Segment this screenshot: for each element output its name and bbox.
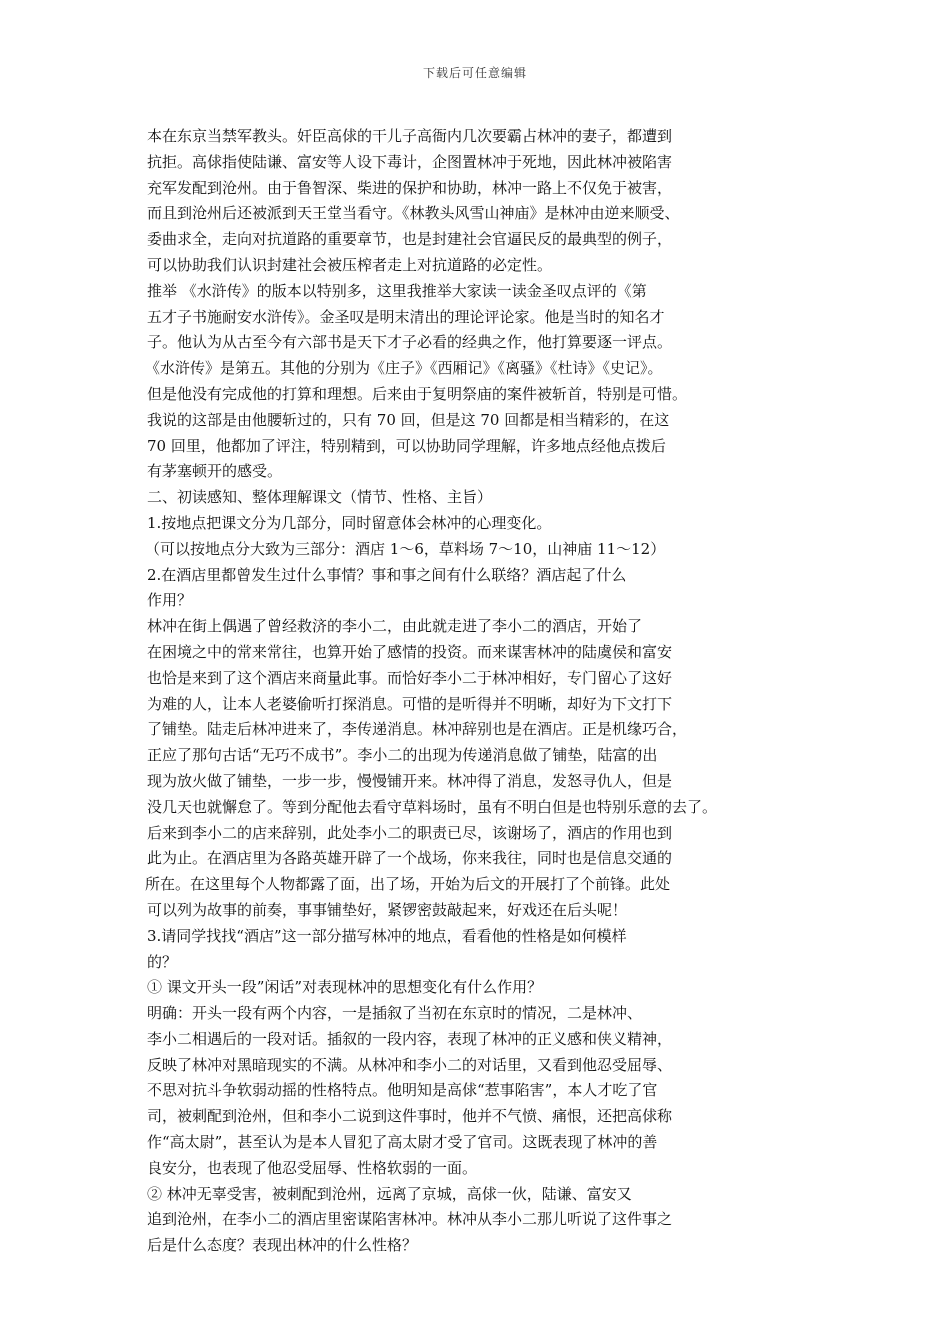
text-line: 《水浒传》是第五。其他的分别为《庄子》《西厢记》《离骚》《杜诗》《史记》。 — [145, 359, 663, 378]
text-line: 林冲在街上偶遇了曾经救济的李小二，由此就走进了李小二的酒店，开始了 — [147, 617, 643, 636]
question-line: ① 课文开头一段”闲话”对表现林冲的思想变化有什么作用？ — [147, 978, 543, 997]
text-line: （可以按地点分大致为三部分：酒店 1～6，草料场 7～10，山神庙 11～12） — [145, 539, 666, 558]
question-line: 3.请同学找找“酒店”这一部分描写林冲的地点，看看他的性格是如何模样 — [147, 926, 627, 945]
text-line: 反映了林冲对黑暗现实的不满。从林冲和李小二的对话里，又看到他忍受屈辱、 — [147, 1055, 673, 1074]
text-line: 有茅塞顿开的感受。 — [147, 462, 283, 481]
question-line: ② 林冲无辜受害，被刺配到沧州，远离了京城，高俅一伙，陆谦、富安又 — [147, 1184, 632, 1203]
text-line: 追到沧州，在李小二的酒店里密谋陷害林冲。林冲从李小二那儿听说了这件事之 — [147, 1210, 673, 1229]
question-line: 1.按地点把课文分为几部分，同时留意体会林冲的心理变化。 — [147, 513, 552, 532]
text-line: 为难的人，让本人老婆偷听打探消息。可惜的是听得并不明晰，却好为下文打下 — [147, 694, 673, 713]
text-line: 充军发配到沧州。由于鲁智深、柴进的保护和协助，林冲一路上不仅免于被害， — [147, 178, 673, 197]
text-line: 所在。在这里每个人物都露了面，出了场，开始为后文的开展打了个前锋。此处 — [145, 875, 671, 894]
text-line: 作“高太尉”，甚至认为是本人冒犯了高太尉才受了官司。这既表现了林冲的善 — [147, 1133, 658, 1152]
text-line: 但是他没有完成他的打算和理想。后来由于复明祭庙的案件被斩首，特别是可惜。 — [147, 384, 688, 403]
text-line: 不思对抗斗争软弱动摇的性格特点。他明知是高俅“惹事陷害”，本人才吃了官 — [147, 1081, 658, 1100]
text-line: 此为止。在酒店里为各路英雄开辟了一个战场，你来我往，同时也是信息交通的 — [147, 849, 673, 868]
text-line: 后是什么态度？表现出林冲的什么性格？ — [147, 1236, 418, 1255]
text-line: 五才子书施耐安水浒传》。金圣叹是明末清出的理论评论家。他是当时的知名才 — [147, 307, 665, 326]
text-line: 本在东京当禁军教头。奸臣高俅的干儿子高衙内几次要霸占林冲的妻子，都遭到 — [147, 127, 673, 145]
text-line: 李小二相遇后的一段对话。插叙的一段内容，表现了林冲的正义感和侠义精神， — [147, 1029, 673, 1048]
text-line: 在困境之中的常来常往，也算开始了感情的投资。而来谋害林冲的陆虞侯和富安 — [147, 642, 673, 661]
question-line: 2.在酒店里都曾发生过什么事情？事和事之间有什么联络？酒店起了什么 — [147, 565, 627, 584]
text-line: 可以协助我们认识封建社会被压榨者走上对抗道路的必定性。 — [147, 255, 553, 274]
text-line: 司，被刺配到沧州，但和李小二说到这件事时，他并不气愤、痛恨，还把高俅称 — [147, 1107, 673, 1126]
question-line: 作用？ — [147, 591, 193, 610]
text-line: 正应了那句古话“无巧不成书”。李小二的出现为传递消息做了铺垫，陆富的出 — [147, 746, 658, 765]
text-line: 子。他认为从古至今有六部书是天下才子必看的经典之作，他打算要逐一评点。 — [147, 333, 673, 352]
text-line: 了铺垫。陆走后林冲进来了，李传递消息。林冲辞别也是在酒店。正是机缘巧合， — [147, 720, 688, 739]
question-line: 的？ — [147, 952, 178, 971]
section-heading: 二、初读感知、整体理解课文（情节、性格、主旨） — [147, 488, 493, 507]
text-line: 良安分，也表现了他忍受屈辱、性格软弱的一面。 — [147, 1158, 478, 1177]
text-line: 我说的这部是由他腰斩过的，只有 70 回，但是这 70 回都是相当精彩的，在这 — [147, 410, 670, 429]
text-line: 没几天也就懈怠了。等到分配他去看守草料场时，虽有不明白但是也特别乐意的去了。 — [147, 797, 718, 816]
text-line: 委曲求全，走向对抗道路的重要章节，也是封建社会官逼民反的最典型的例子， — [147, 230, 673, 249]
text-line: 抗拒。高俅指使陆谦、富安等人设下毒计，企图置林冲于死地，因此林冲被陷害 — [147, 152, 673, 171]
text-line: 可以列为故事的前奏，事事铺垫好，紧锣密鼓敲起来，好戏还在后头呢！ — [147, 900, 628, 919]
text-line: 推举 《水浒传》的版本以特别多，这里我推举大家读一读金圣叹点评的《第 — [147, 281, 647, 300]
text-line: 明确：开头一段有两个内容，一是插叙了当初在东京时的情况，二是林冲、 — [147, 1004, 643, 1023]
text-line: 而且到沧州后还被派到天王堂当看守。《林教头风雪山神庙》是林冲由逆来顺受、 — [147, 204, 680, 223]
page-header-note: 下载后可任意编辑 — [422, 66, 527, 80]
text-line: 现为放火做了铺垫，一步一步，慢慢铺开来。林冲得了消息，发怒寻仇人，但是 — [147, 771, 673, 790]
text-line: 也恰是来到了这个酒店来商量此事。而恰好李小二于林冲相好，专门留心了这好 — [147, 668, 673, 687]
body-text — [147, 124, 807, 1259]
text-line: 70 回里，他都加了评注，特别精到，可以协助同学理解，许多地点经他点拨后 — [147, 436, 666, 455]
text-line: 后来到李小二的店来辞别，此处李小二的职责已尽，该谢场了，酒店的作用也到 — [147, 823, 673, 842]
